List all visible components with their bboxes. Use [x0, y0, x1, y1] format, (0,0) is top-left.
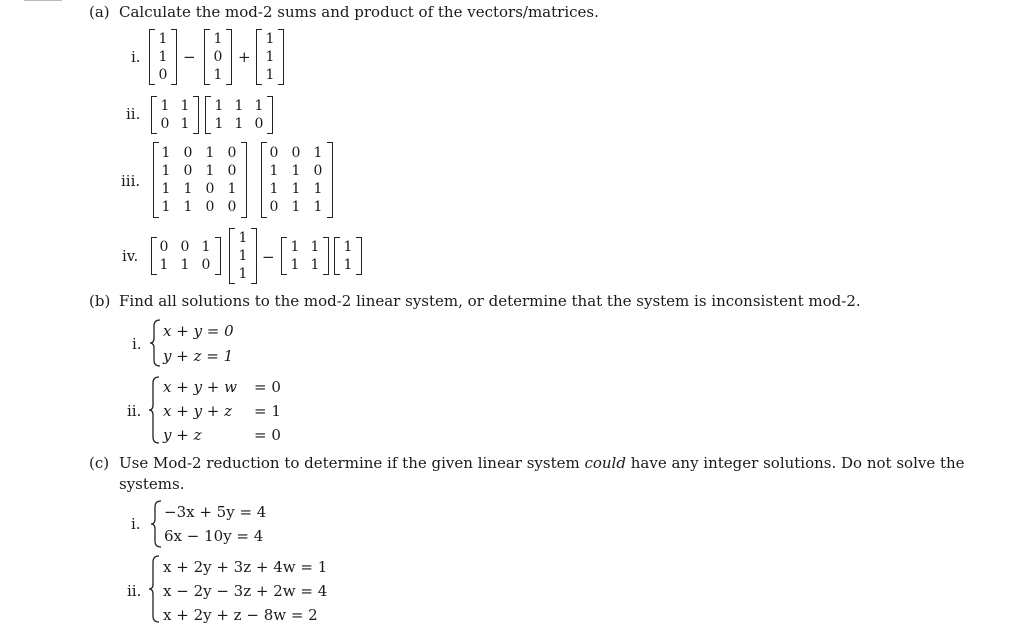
part-b-label: (b) — [89, 292, 111, 310]
matrix-entry: 1 — [343, 239, 353, 255]
matrix-entry: 0 — [158, 67, 168, 83]
matrix-entry: 0 — [183, 163, 193, 179]
matrix-entry: 1 — [313, 199, 323, 215]
left-brace-icon — [149, 319, 161, 367]
item-number: i. — [132, 335, 142, 353]
matrix-entry: 0 — [313, 163, 323, 179]
matrix — [149, 29, 177, 85]
equation-rhs: = 1 — [254, 402, 281, 420]
matrix — [229, 228, 257, 284]
matrix-entry: 1 — [269, 181, 279, 197]
matrix-entry: 0 — [205, 181, 215, 197]
matrix-entry: 1 — [180, 257, 190, 273]
matrix-entry: 0 — [180, 239, 190, 255]
plus-operator: + — [238, 48, 251, 66]
item-number: iii. — [121, 172, 141, 190]
matrix — [261, 142, 333, 218]
part-a-label: (a) — [89, 3, 110, 21]
left-brace-icon — [148, 555, 160, 623]
matrix — [205, 96, 273, 134]
matrix-entry: 0 — [227, 199, 237, 215]
matrix-entry: 1 — [291, 181, 301, 197]
matrix-entry: 1 — [160, 98, 170, 114]
matrix-entry: 1 — [213, 67, 223, 83]
matrix-entry: 1 — [310, 239, 320, 255]
item-number: i. — [131, 515, 141, 533]
matrix-entry: 1 — [265, 67, 275, 83]
matrix-entry: 1 — [343, 257, 353, 273]
matrix-entry: 1 — [238, 230, 248, 246]
matrix-entry: 0 — [213, 49, 223, 65]
equation-line: −3x + 5y = 4 — [164, 503, 267, 521]
matrix — [334, 237, 362, 275]
matrix-entry: 0 — [159, 239, 169, 255]
equation-lhs: y + z — [163, 426, 202, 444]
matrix — [153, 142, 247, 218]
matrix-entry: 0 — [205, 199, 215, 215]
part-b-prompt: Find all solutions to the mod-2 linear system, or determine that the system is inconsistent mod-2. — [119, 292, 861, 310]
matrix-entry: 1 — [161, 163, 171, 179]
part-a-prompt: Calculate the mod-2 sums and product of the vectors/matrices. — [119, 3, 599, 21]
matrix-entry: 1 — [291, 199, 301, 215]
equation-line: y + z = 1 — [163, 347, 234, 365]
emphasis: could — [584, 454, 626, 472]
matrix-entry: 1 — [265, 49, 275, 65]
matrix-entry: 1 — [205, 163, 215, 179]
equation-lhs: x + y + w — [163, 378, 237, 396]
matrix-entry: 1 — [254, 98, 264, 114]
matrix — [204, 29, 232, 85]
matrix-entry: 1 — [310, 257, 320, 273]
matrix-entry: 1 — [234, 98, 244, 114]
matrix-entry: 1 — [161, 145, 171, 161]
left-brace-icon — [150, 500, 162, 548]
matrix-entry: 1 — [234, 116, 244, 132]
matrix-entry: 1 — [265, 31, 275, 47]
matrix-entry: 0 — [183, 145, 193, 161]
matrix-entry: 1 — [161, 181, 171, 197]
matrix-entry: 1 — [201, 239, 211, 255]
matrix-entry: 1 — [205, 145, 215, 161]
matrix-entry: 1 — [158, 49, 168, 65]
left-brace-icon — [148, 376, 160, 444]
matrix-entry: 1 — [158, 31, 168, 47]
item-number: iv. — [122, 247, 139, 265]
matrix — [256, 29, 284, 85]
equation-lhs: x + y + z — [163, 402, 233, 420]
matrix-entry: 1 — [290, 257, 300, 273]
matrix — [151, 237, 221, 275]
matrix-entry: 1 — [180, 98, 190, 114]
equation-rhs: = 0 — [254, 378, 281, 396]
matrix-entry: 1 — [180, 116, 190, 132]
matrix-entry: 0 — [160, 116, 170, 132]
matrix-entry: 0 — [254, 116, 264, 132]
matrix-entry: 1 — [214, 98, 224, 114]
matrix-entry: 0 — [201, 257, 211, 273]
minus-operator: − — [262, 248, 275, 266]
equation-line: 6x − 10y = 4 — [164, 527, 264, 545]
equation-line: x + y = 0 — [163, 322, 234, 340]
matrix-entry: 1 — [214, 116, 224, 132]
matrix-entry: 0 — [269, 145, 279, 161]
matrix-entry: 1 — [213, 31, 223, 47]
part-c-prompt-line2: systems. — [119, 475, 185, 493]
top-divider — [24, 0, 62, 1]
item-number: ii. — [127, 582, 142, 600]
matrix-entry: 0 — [269, 199, 279, 215]
matrix-entry: 0 — [227, 163, 237, 179]
matrix-entry: 1 — [313, 181, 323, 197]
equation-line: x + 2y + z − 8w = 2 — [163, 606, 318, 624]
equation-line: x − 2y − 3z + 2w = 4 — [163, 582, 328, 600]
item-number: ii. — [127, 402, 142, 420]
matrix-entry: 1 — [161, 199, 171, 215]
matrix-entry: 1 — [238, 248, 248, 264]
part-c-prompt: Use Mod-2 reduction to determine if the given linear system could have any integer solutions. Do not solve the — [119, 454, 965, 472]
matrix-entry: 0 — [227, 145, 237, 161]
part-c-label: (c) — [89, 454, 110, 472]
matrix-entry: 0 — [291, 145, 301, 161]
matrix-entry: 1 — [227, 181, 237, 197]
matrix-entry: 1 — [269, 163, 279, 179]
item-number: i. — [131, 48, 141, 66]
matrix — [151, 96, 199, 134]
matrix — [281, 237, 329, 275]
minus-operator: − — [183, 48, 196, 66]
matrix-entry: 1 — [183, 181, 193, 197]
equation-line: x + 2y + 3z + 4w = 1 — [163, 558, 328, 576]
matrix-entry: 1 — [183, 199, 193, 215]
matrix-entry: 1 — [313, 145, 323, 161]
matrix-entry: 1 — [290, 239, 300, 255]
matrix-entry: 1 — [159, 257, 169, 273]
equation-rhs: = 0 — [254, 426, 281, 444]
item-number: ii. — [126, 105, 141, 123]
matrix-entry: 1 — [291, 163, 301, 179]
matrix-entry: 1 — [238, 266, 248, 282]
